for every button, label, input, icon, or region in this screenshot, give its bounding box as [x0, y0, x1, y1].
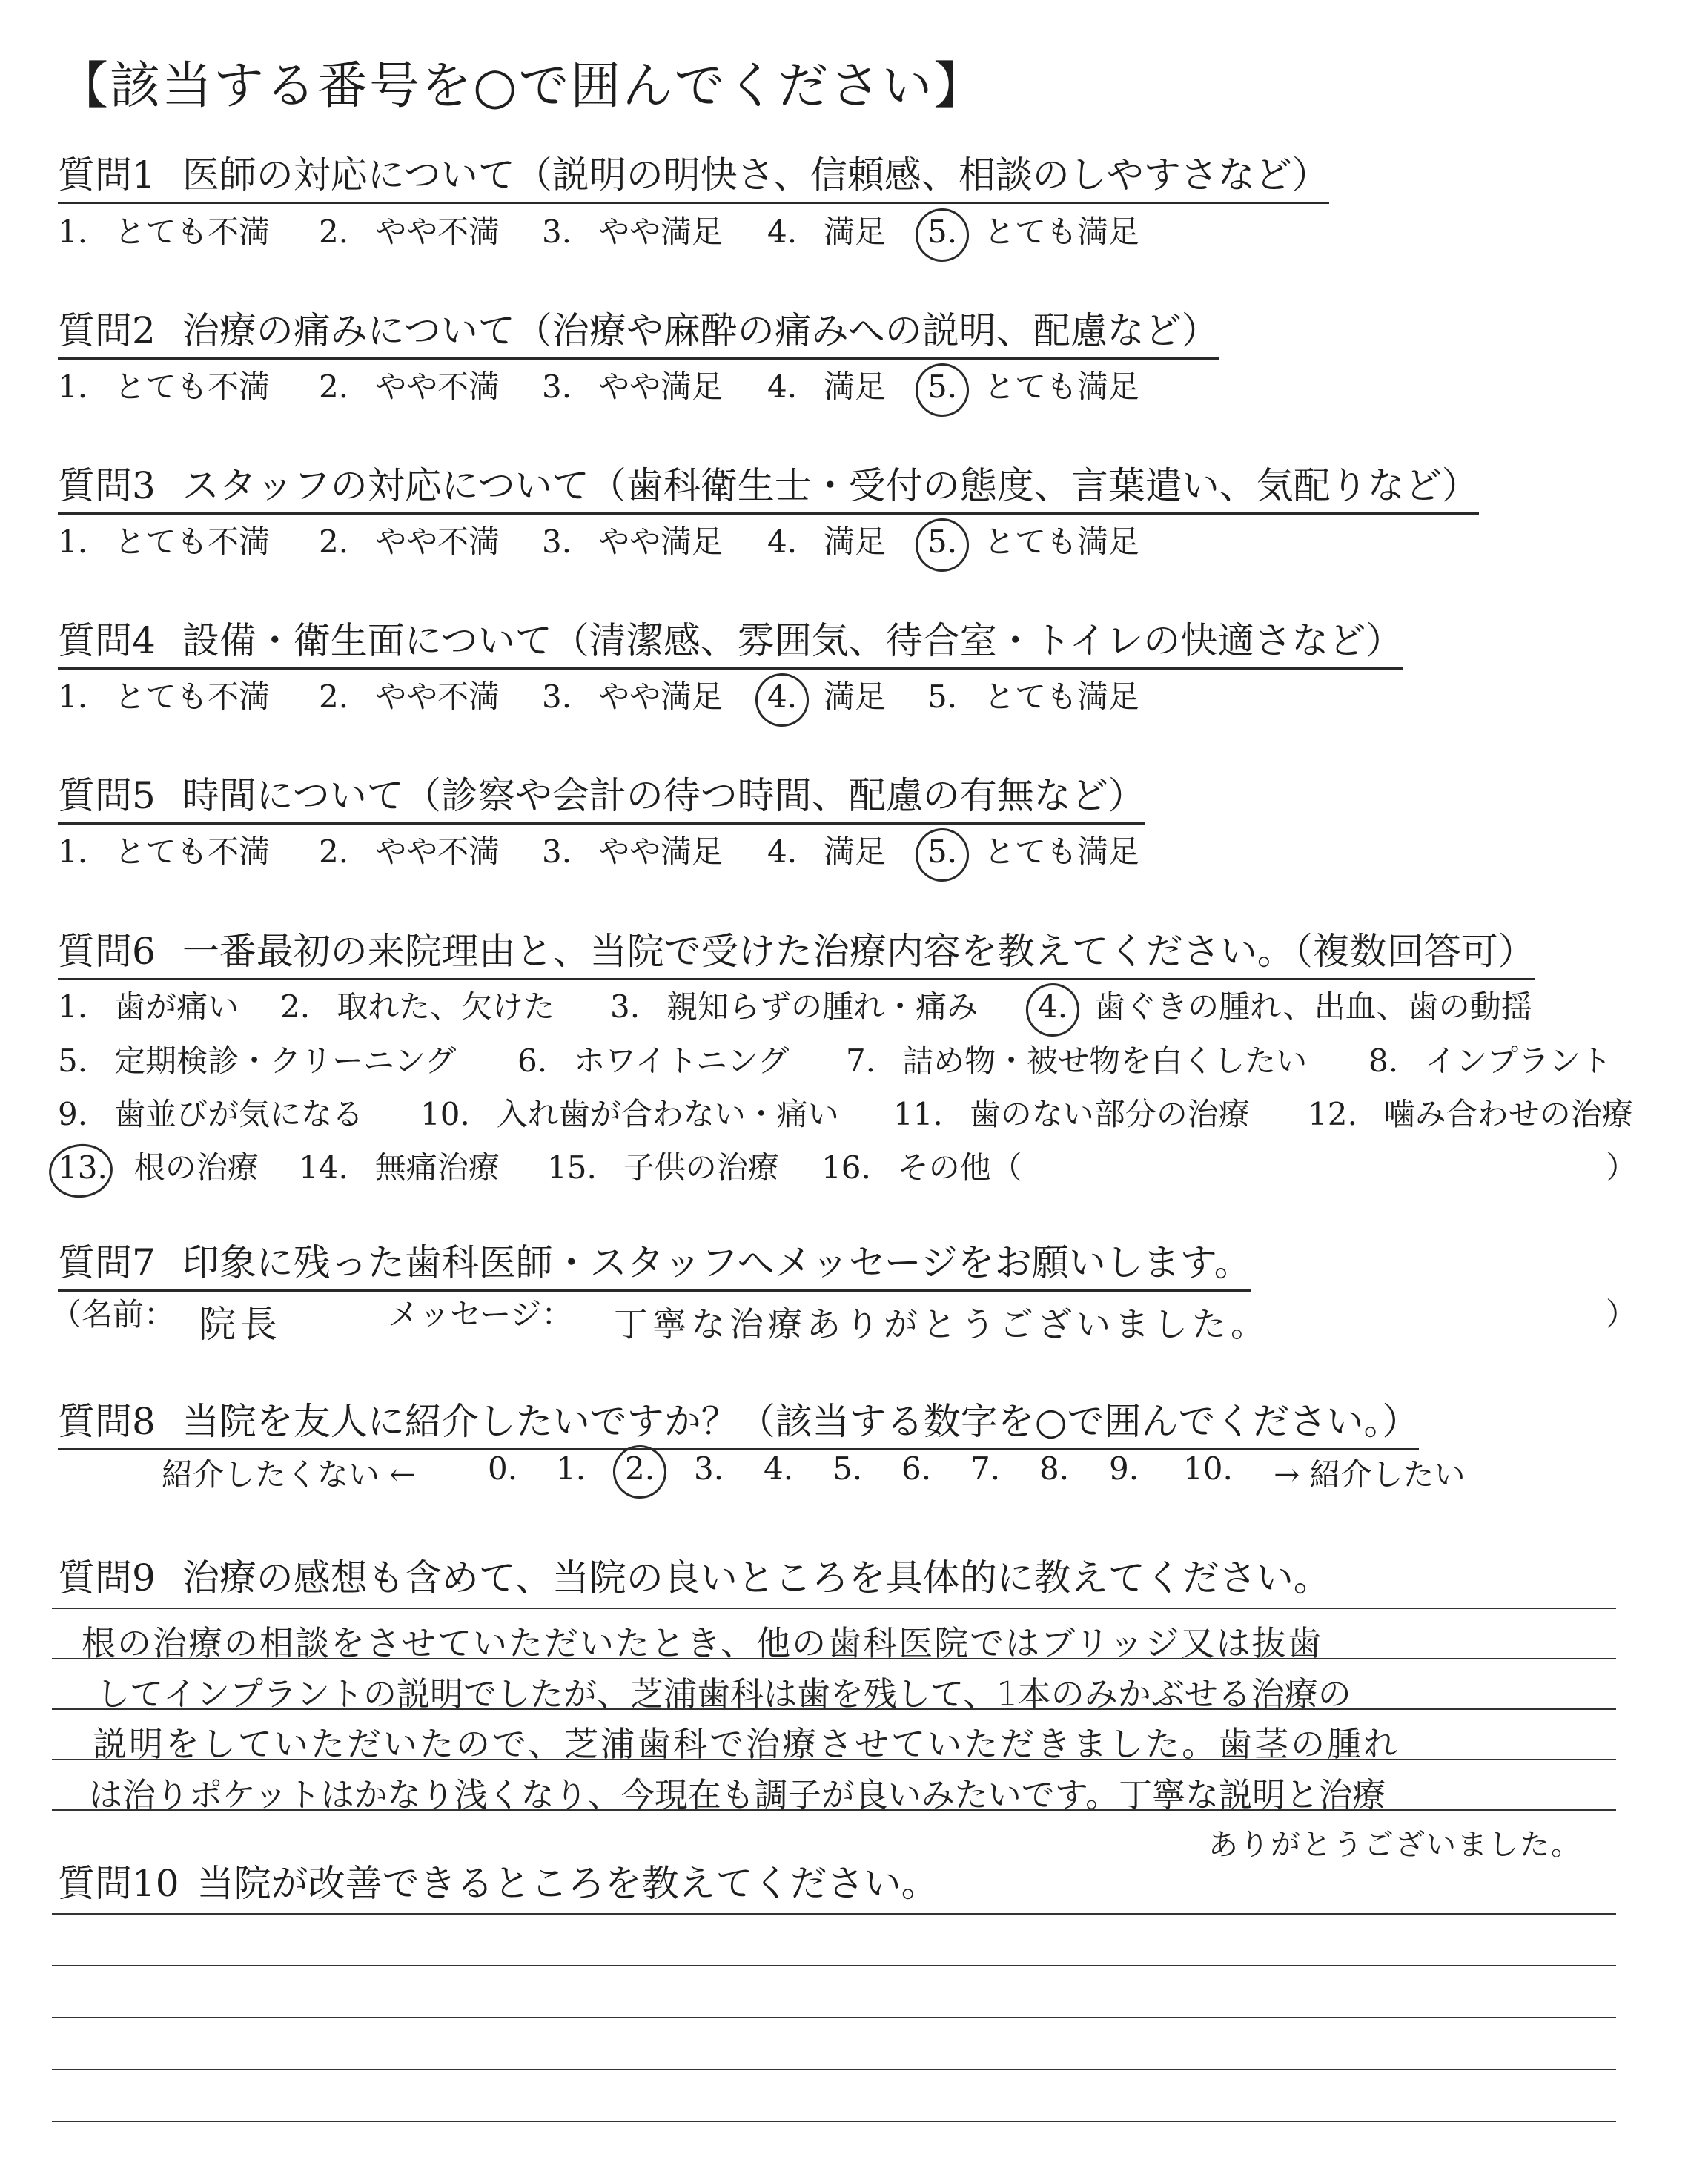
- option-5-selected[interactable]: 5. とても満足: [927, 524, 1140, 560]
- answer-handwritten-line-5[interactable]: ありがとうございました。: [1208, 1828, 1582, 1862]
- answer-rule: [52, 1913, 1616, 1915]
- question-number: 質問8: [58, 1400, 156, 1443]
- question-text: 治療の感想も含めて、当院の良いところを具体的に教えてください。: [182, 1556, 1331, 1599]
- option-4-selected[interactable]: 4. 満足: [767, 678, 887, 715]
- reason-option-15[interactable]: 15. 子供の治療: [547, 1149, 779, 1186]
- option-5-selected[interactable]: 5. とても満足: [927, 369, 1140, 405]
- option-5-selected[interactable]: 5. とても満足: [927, 833, 1140, 870]
- scale-5[interactable]: 5.: [833, 1450, 863, 1487]
- scale-6[interactable]: 6.: [901, 1450, 932, 1487]
- option-2[interactable]: 2. やや不満: [319, 678, 500, 715]
- question-4: [58, 611, 1403, 670]
- question-text: 印象に残った歯科医師・スタッフへメッセージをお願いします。: [182, 1241, 1251, 1284]
- reason-option-9[interactable]: 9. 歯並びが気になる: [58, 1096, 364, 1132]
- question-7: [58, 1233, 1251, 1292]
- message-label: メッセージ：: [388, 1296, 573, 1332]
- reason-option-6[interactable]: 6. ホワイトニング: [517, 1043, 790, 1079]
- reason-option-2[interactable]: 2. 取れた、欠けた: [280, 988, 555, 1025]
- scale-left-label: 紹介したくない ←: [162, 1456, 416, 1493]
- question-number: 質問5: [58, 774, 156, 817]
- reason-option-4-selected[interactable]: 4. 歯ぐきの腫れ、出血、歯の動揺: [1038, 988, 1532, 1025]
- question-text: 治療の痛みについて（治療や麻酔の痛みへの説明、配慮など）: [182, 309, 1219, 352]
- question-text: 当院を友人に紹介したいですか？（該当する数字を○で囲んでください。）: [182, 1400, 1420, 1443]
- option-3[interactable]: 3. やや満足: [542, 524, 724, 560]
- option-1[interactable]: 1. とても不満: [58, 833, 271, 870]
- scale-7[interactable]: 7.: [970, 1450, 1001, 1487]
- question-number: 質問7: [58, 1241, 156, 1284]
- scale-right-label: → 紹介したい: [1274, 1456, 1466, 1493]
- reason-option-11[interactable]: 11. 歯のない部分の治療: [893, 1096, 1250, 1132]
- question-text: スタッフの対応について（歯科衛生士・受付の態度、言葉遣い、気配りなど）: [182, 464, 1479, 507]
- option-1[interactable]: 1. とても不満: [58, 369, 271, 405]
- question-text: 時間について（診察や会計の待つ時間、配慮の有無など）: [182, 774, 1145, 817]
- page-title: 【該当する番号を○で囲んでください】: [58, 57, 986, 116]
- question-text: 設備・衛生面について（清潔感、雰囲気、待合室・トイレの快適さなど）: [182, 619, 1403, 662]
- question-number: 質問4: [58, 619, 156, 662]
- option-2[interactable]: 2. やや不満: [319, 369, 500, 405]
- scale-4[interactable]: 4.: [764, 1450, 794, 1487]
- option-5[interactable]: 5. とても満足: [927, 678, 1140, 715]
- reason-option-7[interactable]: 7. 詰め物・被せ物を白くしたい: [846, 1043, 1308, 1079]
- answer-rule: [52, 2121, 1616, 2122]
- scale-10[interactable]: 10.: [1183, 1450, 1233, 1487]
- option-3[interactable]: 3. やや満足: [542, 678, 724, 715]
- reason-option-5[interactable]: 5. 定期検診・クリーニング: [58, 1043, 457, 1079]
- option-5-selected[interactable]: 5. とても満足: [927, 214, 1140, 250]
- option-4[interactable]: 4. 満足: [767, 214, 887, 250]
- scale-3[interactable]: 3.: [694, 1450, 724, 1487]
- option-4[interactable]: 4. 満足: [767, 833, 887, 870]
- option-1[interactable]: 1. とても不満: [58, 524, 271, 560]
- reason-option-12[interactable]: 12. 噛み合わせの治療: [1308, 1096, 1633, 1132]
- question-text: 一番最初の来院理由と、当院で受けた治療内容を教えてください。（複数回答可）: [182, 930, 1535, 973]
- name-label: （名前：: [50, 1296, 176, 1332]
- reason-option-13-selected[interactable]: 13. 根の治療: [58, 1149, 259, 1186]
- answer-handwritten-line-3[interactable]: 説明をしていただいたので、芝浦歯科で治療させていただきました。歯茎の腫れ: [93, 1724, 1400, 1764]
- option-3[interactable]: 3. やや満足: [542, 214, 724, 250]
- reason-option-8[interactable]: 8. インプラント: [1368, 1043, 1612, 1079]
- question-number: 質問3: [58, 464, 156, 507]
- question-text: 医師の対応について（説明の明快さ、信頼感、相談のしやすさなど）: [182, 153, 1329, 196]
- answer-rule: [52, 2069, 1616, 2070]
- option-2[interactable]: 2. やや不満: [319, 214, 500, 250]
- scale-2-selected[interactable]: 2.: [625, 1450, 655, 1487]
- question-1: [58, 145, 1329, 204]
- option-1[interactable]: 1. とても不満: [58, 678, 271, 715]
- option-2[interactable]: 2. やや不満: [319, 833, 500, 870]
- question-number: 質問1: [58, 153, 156, 196]
- reason-option-1[interactable]: 1. 歯が痛い: [58, 988, 239, 1025]
- question-5: [58, 766, 1145, 825]
- option-4[interactable]: 4. 満足: [767, 524, 887, 560]
- message-close-paren: ）: [1606, 1296, 1638, 1332]
- question-3: [58, 456, 1479, 515]
- scale-0[interactable]: 0.: [488, 1450, 518, 1487]
- reason-option-16[interactable]: 16. その他（: [821, 1149, 1022, 1186]
- scale-9[interactable]: 9.: [1109, 1450, 1139, 1487]
- answer-handwritten-line-2[interactable]: してインプラントの説明でしたが、芝浦歯科は歯を残して、1本のみかぶせる治療の: [96, 1674, 1351, 1714]
- question-number: 質問9: [58, 1556, 156, 1599]
- scale-8[interactable]: 8.: [1039, 1450, 1070, 1487]
- option-2[interactable]: 2. やや不満: [319, 524, 500, 560]
- other-close-paren: ）: [1606, 1149, 1638, 1186]
- option-3[interactable]: 3. やや満足: [542, 369, 724, 405]
- answer-rule: [52, 1965, 1616, 1966]
- reason-option-14[interactable]: 14. 無痛治療: [299, 1149, 500, 1186]
- answer-handwritten-line-1[interactable]: 根の治療の相談をさせていただいたとき、他の歯科医院ではブリッジ又は抜歯: [82, 1623, 1323, 1663]
- option-1[interactable]: 1. とても不満: [58, 214, 271, 250]
- question-6: [58, 922, 1535, 980]
- name-handwritten[interactable]: 院長: [199, 1303, 282, 1346]
- option-4[interactable]: 4. 満足: [767, 369, 887, 405]
- question-number: 質問6: [58, 930, 156, 973]
- question-number: 質問10: [58, 1862, 179, 1905]
- answer-rule: [52, 1608, 1616, 1609]
- answer-rule: [52, 2017, 1616, 2018]
- question-number: 質問2: [58, 309, 156, 352]
- scale-1[interactable]: 1.: [556, 1450, 586, 1487]
- question-8: [58, 1392, 1419, 1450]
- reason-option-10[interactable]: 10. 入れ歯が合わない・痛い: [420, 1096, 839, 1132]
- question-2: [58, 301, 1219, 360]
- message-handwritten[interactable]: 丁寧な治療ありがとうございました。: [614, 1304, 1269, 1344]
- answer-handwritten-line-4[interactable]: は治りポケットはかなり浅くなり、今現在も調子が良いみたいです。丁寧な説明と治療: [89, 1775, 1386, 1814]
- question-9: [58, 1548, 1331, 1605]
- question-10: [58, 1854, 939, 1910]
- reason-option-3[interactable]: 3. 親知らずの腫れ・痛み: [610, 988, 979, 1025]
- option-3[interactable]: 3. やや満足: [542, 833, 724, 870]
- question-text: 当院が改善できるところを教えてください。: [196, 1862, 939, 1905]
